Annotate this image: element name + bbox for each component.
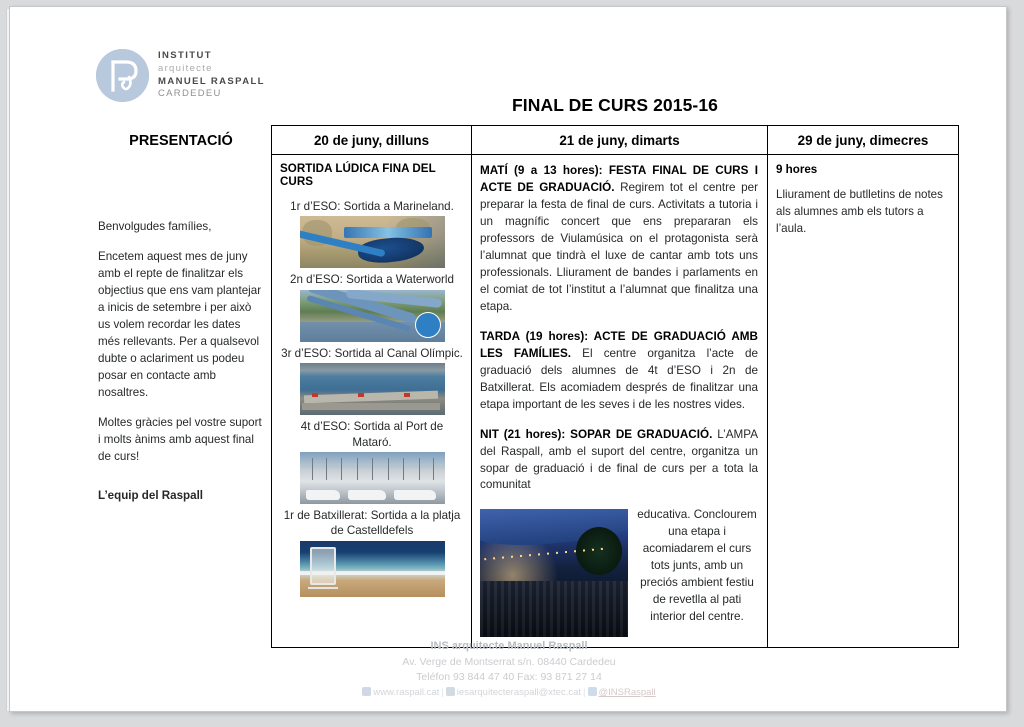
- day3-note: Lliurament de butlletins de notes als alumnes amb els tutors a l’aula.: [776, 188, 943, 235]
- logo-line-cardedeu: CARDEDEU: [158, 88, 222, 100]
- envelope-icon: [446, 687, 455, 696]
- footer-separator: |: [583, 687, 586, 699]
- trip-item-3r-eso: [280, 346, 464, 415]
- day1-title: SORTIDA LÚDICA FINA DEL CURS: [280, 162, 436, 188]
- intro-paragraph: Benvolgudes famílies,: [98, 220, 212, 233]
- day3-hours: 9 hores: [776, 163, 818, 176]
- cell-day1: [272, 155, 472, 648]
- trip-label: 4t d’ESO: Sortida al Port de Mataró.: [300, 420, 444, 449]
- graduation-dinner-photo: [480, 509, 628, 637]
- footer-address: Av. Verge de Montserrat s/n. 08440 Cardedeu: [402, 655, 616, 668]
- logo-line-arquitecte: arquitecte: [158, 62, 213, 74]
- school-logo: [96, 49, 265, 102]
- day2-morning-block: [480, 163, 758, 316]
- column-header-day2: 21 de juny, dimarts: [472, 126, 768, 155]
- trip-label: 1r de Batxillerat: Sortida a la platja de Castelldefels: [283, 509, 461, 538]
- trip-label: 2n d’ESO: Sortida a Waterworld: [290, 273, 454, 287]
- page-footer: [10, 639, 1008, 700]
- footer-website-link[interactable]: www.raspall.cat: [373, 687, 440, 699]
- intro-paragraph: Encetem aquest mes de juny amb el repte de finalitzar els objectius que ens vam plantejar a inicis de setembre i per això us volem recordar les dates més rellevants. Per a qualsevol dubte o aclariment us podeu posar en contacte amb nosaltres.: [98, 250, 262, 400]
- logo-wordmark: [158, 50, 265, 100]
- footer-school-name: INS arquitecte Manuel Raspall: [430, 640, 588, 652]
- day2-afternoon-block: [480, 329, 758, 414]
- port-mataro-photo: [300, 452, 445, 504]
- trip-item-1r-batxillerat: [280, 508, 464, 597]
- trip-item-1r-eso: [280, 199, 464, 268]
- marineland-photo: [300, 216, 445, 268]
- day2-night-text: L’AMPA del Raspall, amb el suport del centre, organitza un sopar de graduació i de final de curs per a tota la comunitat: [480, 427, 758, 492]
- castelldefels-beach-photo: [300, 541, 445, 597]
- table-header-row: [272, 126, 959, 155]
- day2-morning-lead: MATÍ (9 a 13 hores): FESTA FINAL DE CURS I ACTE DE GRADUACIÓ.: [480, 164, 758, 194]
- cell-day3: [768, 155, 959, 648]
- presentation-text: [98, 218, 264, 504]
- day2-night-block: [480, 427, 758, 495]
- document-page: [9, 6, 1007, 712]
- intro-paragraph: Moltes gràcies pel vostre suport i molts ànims amb aquest final de curs!: [98, 416, 262, 464]
- footer-email-link[interactable]: iesarquitecteraspall@xtec.cat: [456, 687, 582, 699]
- twitter-icon: [588, 687, 597, 696]
- trip-label: 1r d’ESO: Sortida a Marineland.: [290, 200, 454, 213]
- column-header-day1: 20 de juny, dilluns: [272, 126, 472, 155]
- logo-line-institut: INSTITUT: [158, 50, 212, 62]
- day2-afternoon-text: El centre organitza l’acte de graduació dels alumnes de 4t d’ESO i 2n de Batxillerat. Els acomiadem després de finalitzar una etapa important de les seves i de les nostres vides.: [480, 346, 758, 411]
- intro-signature: L’equip del Raspall: [98, 489, 204, 503]
- footer-phone: Teléfon 93 844 47 40 Fax: 93 871 27 14: [416, 670, 602, 683]
- column-header-day3: 29 de juny, dimecres: [768, 126, 959, 155]
- canal-olimpic-photo: [300, 363, 445, 415]
- schedule-table: [271, 125, 959, 648]
- day2-afternoon-lead: TARDA (19 hores): ACTE DE GRADUACIÓ AMB LES FAMÍLIES.: [480, 329, 758, 360]
- raspall-monogram-icon: [96, 49, 149, 102]
- footer-links: [10, 686, 1008, 699]
- page-title: FINAL DE CURS 2015-16: [511, 95, 718, 115]
- globe-icon: [362, 687, 371, 696]
- cell-day2: [472, 155, 768, 648]
- day2-night-lead: NIT (21 hores): SOPAR DE GRADUACIÓ.: [480, 427, 713, 441]
- waterworld-photo: [300, 290, 445, 342]
- day2-morning-text: Regirem tot el centre per preparar la festa de final de curs. Activitats a tutoria i un magnífic concert que ens prepararan els professors de Viulamúsica on el protagonista serà l’alumnat que tindrà el luxe de cantar amb tots uns professionals. Lliurament de bandes i parlaments en el comiat de tot l’institut a l’alumnat que finalitza una etapa.: [480, 180, 758, 313]
- logo-line-manuel-raspall: MANUEL RASPALL: [158, 75, 265, 87]
- trip-item-2n-eso: [280, 272, 464, 341]
- table-body-row: [272, 155, 959, 648]
- footer-twitter-link[interactable]: @INSRaspall: [598, 687, 656, 699]
- trip-label: 3r d’ESO: Sortida al Canal Olímpic.: [281, 346, 463, 360]
- presentation-heading: PRESENTACIÓ: [129, 133, 233, 149]
- footer-separator: |: [441, 687, 444, 699]
- trip-item-4t-eso: [280, 419, 464, 504]
- day2-night-wrap-text: educativa. Conclourem una etapa i acomiadarem el curs tots junts, amb un preciós ambient festiu de revetlla al pati interior del centre.: [637, 508, 757, 624]
